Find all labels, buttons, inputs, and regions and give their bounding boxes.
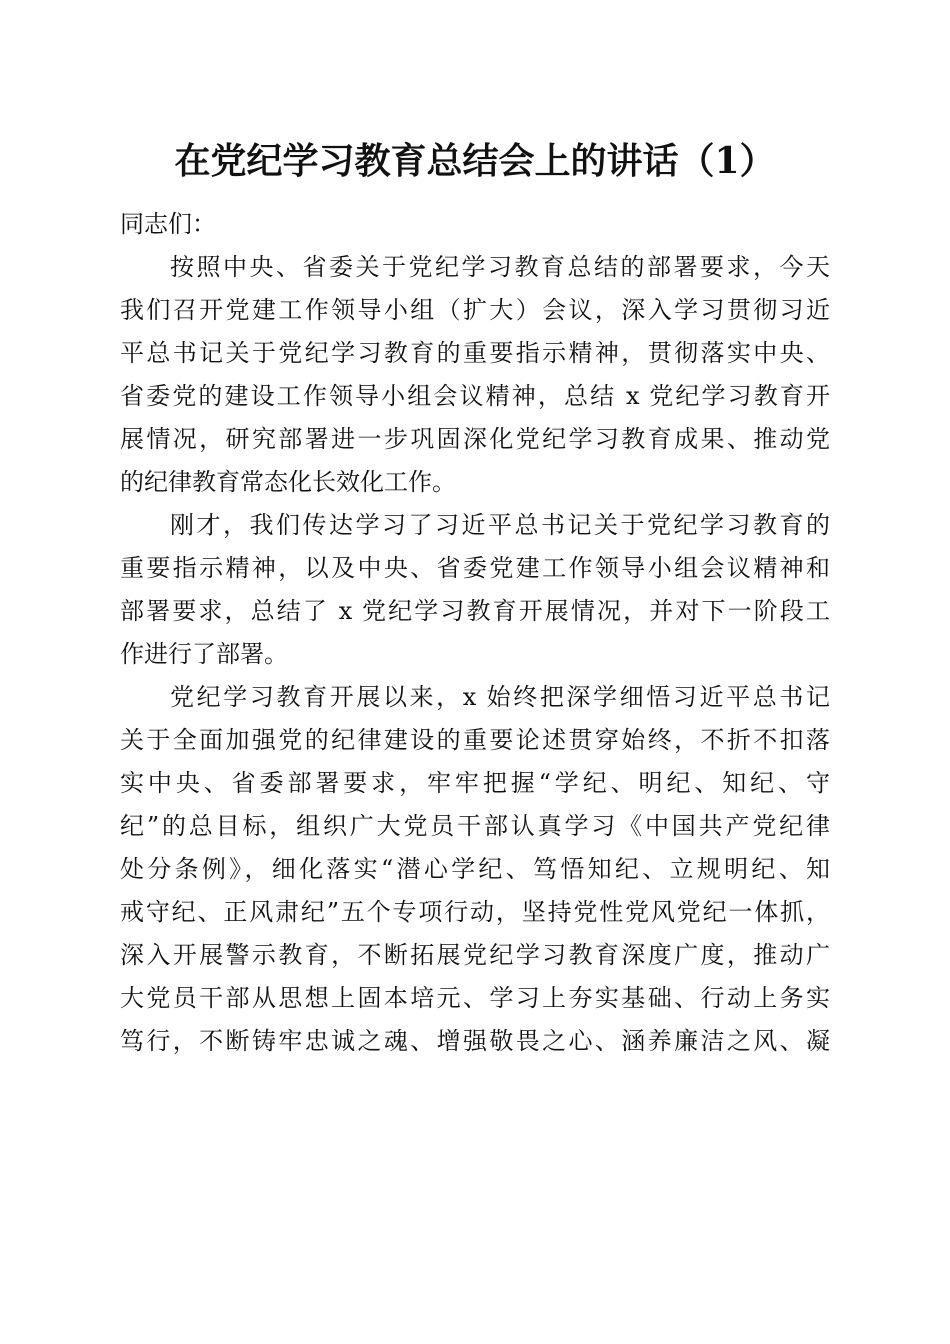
document-title: 在党纪学习教育总结会上的讲话（1） bbox=[174, 140, 776, 182]
paragraph-1 bbox=[120, 246, 830, 504]
paragraph-line: 省委党的建设工作领导小组会议精神，总结 x 党纪学习教育开 bbox=[120, 382, 830, 410]
paragraph-line: 按照中央、省委关于党纪学习教育总结的部署要求，今天 bbox=[170, 253, 830, 281]
paragraph-line: 重要指示精神，以及中央、省委党建工作领导小组会议精神和 bbox=[120, 554, 830, 582]
document-body bbox=[120, 203, 830, 1063]
paragraph-line: 部署要求，总结了 x 党纪学习教育开展情况，并对下一阶段工 bbox=[120, 597, 830, 625]
paragraph-3 bbox=[120, 676, 830, 1063]
paragraph-line: 戒守纪、正风肃纪”五个专项行动，坚持党性党风党纪一体抓， bbox=[120, 898, 830, 926]
paragraph-line: 关于全面加强党的纪律建设的重要论述贯穿始终，不折不扣落 bbox=[120, 726, 830, 754]
paragraph-line: 我们召开党建工作领导小组（扩大）会议，深入学习贯彻习近 bbox=[120, 296, 830, 324]
paragraph-line: 党纪学习教育开展以来，x 始终把深学细悟习近平总书记 bbox=[170, 683, 830, 711]
paragraph-line: 笃行，不断铸牢忠诚之魂、增强敬畏之心、涵养廉洁之风、凝 bbox=[120, 1027, 830, 1055]
paragraph-line: 刚才，我们传达学习了习近平总书记关于党纪学习教育的 bbox=[170, 511, 830, 539]
paragraph-line: 的纪律教育常态化长效化工作。 bbox=[120, 468, 456, 496]
paragraph-line: 纪”的总目标，组织广大党员干部认真学习《中国共产党纪律 bbox=[120, 812, 830, 840]
paragraph-2 bbox=[120, 504, 830, 676]
greeting-line: 同志们： bbox=[120, 210, 216, 238]
paragraph-line: 大党员干部从思想上固本培元、学习上夯实基础、行动上务实 bbox=[120, 984, 830, 1012]
paragraph-line: 展情况，研究部署进一步巩固深化党纪学习教育成果、推动党 bbox=[120, 425, 830, 453]
paragraph-line: 实中央、省委部署要求，牢牢把握“学纪、明纪、知纪、守 bbox=[120, 769, 830, 797]
paragraph-line: 处分条例》，细化落实“潜心学纪、笃悟知纪、立规明纪、知 bbox=[120, 855, 830, 883]
paragraph-line: 深入开展警示教育，不断拓展党纪学习教育深度广度，推动广 bbox=[120, 941, 830, 969]
paragraph-line: 平总书记关于党纪学习教育的重要指示精神，贯彻落实中央、 bbox=[120, 339, 830, 367]
paragraph-line: 作进行了部署。 bbox=[120, 640, 288, 668]
